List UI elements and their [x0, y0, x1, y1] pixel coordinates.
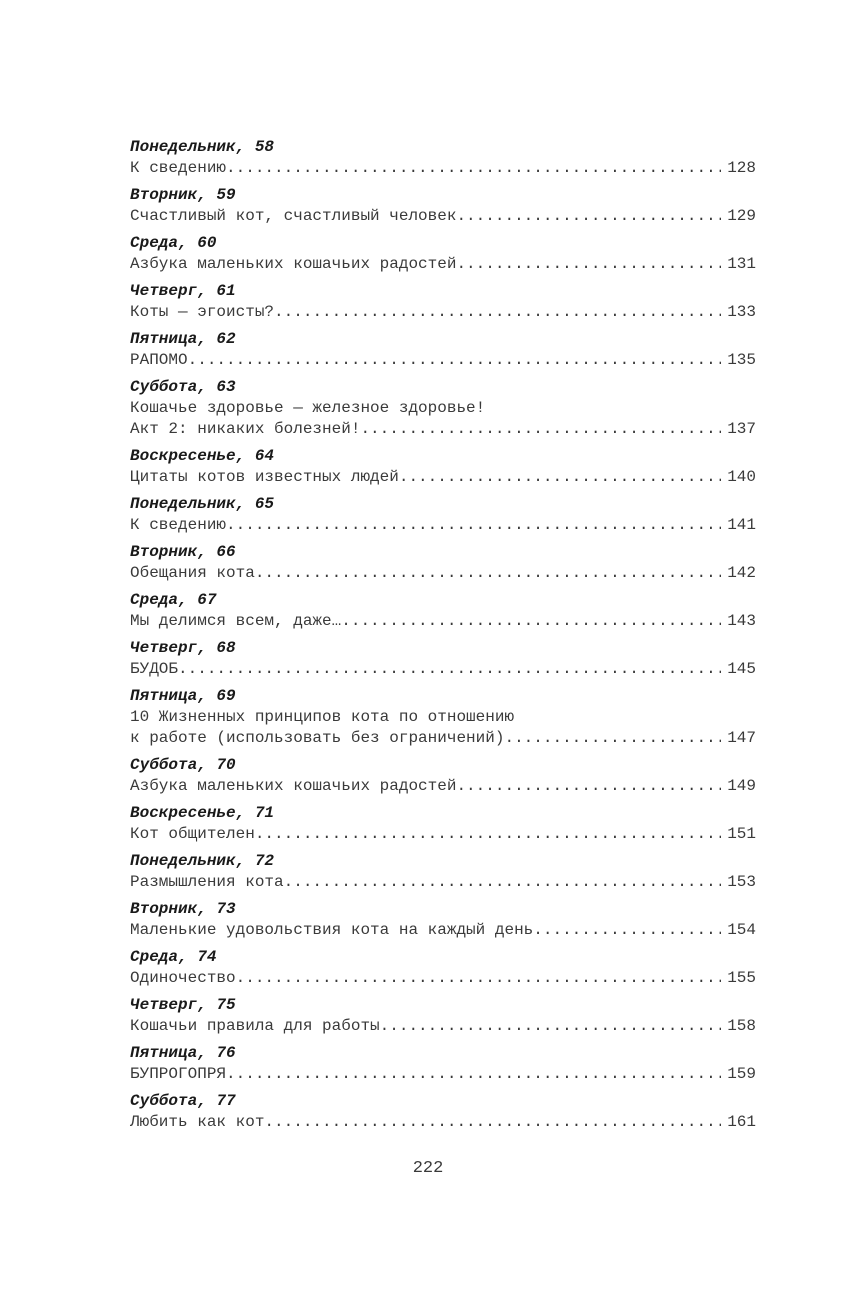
toc-entry-heading: Понедельник, 65 [130, 495, 275, 513]
dot-leader [255, 824, 721, 845]
toc-entry-title: Кот общителен [130, 825, 255, 843]
dot-leader [188, 350, 722, 371]
toc-entry-page: 161 [727, 1113, 756, 1131]
dot-leader [236, 968, 722, 989]
toc-entry [130, 638, 756, 680]
toc-entry [130, 1043, 756, 1085]
toc-entry-heading: Понедельник, 58 [130, 138, 275, 156]
toc-entry-line [130, 563, 756, 584]
toc-entry-title-line: Кошачье здоровье — железное здоровье! [130, 399, 486, 417]
toc-entry-line [130, 1064, 756, 1085]
toc-entry-title: Обещания кота [130, 564, 255, 582]
toc-entry-line [130, 776, 756, 797]
toc-entry-line [130, 611, 756, 632]
toc-entry-page: 140 [727, 468, 756, 486]
toc-entry-title: Счастливый кот, счастливый человек [130, 207, 457, 225]
toc-entry [130, 851, 756, 893]
toc-entry-heading: Четверг, 68 [130, 639, 236, 657]
toc-entry-heading: Пятница, 62 [130, 330, 236, 348]
toc-entry-page: 151 [727, 825, 756, 843]
toc-entry-title: Мы делимся всем, даже… [130, 612, 342, 630]
dot-leader [226, 158, 721, 179]
dot-leader [274, 302, 721, 323]
toc-entry-heading: Четверг, 61 [130, 282, 236, 300]
toc-entry-heading: Среда, 60 [130, 234, 217, 252]
toc-entry-title: Любить как кот [130, 1113, 265, 1131]
toc-entry-heading: Суббота, 77 [130, 1092, 236, 1110]
toc-entry-page: 145 [727, 660, 756, 678]
toc-entry-line [130, 467, 756, 488]
toc-entry [130, 281, 756, 323]
table-of-contents [130, 137, 756, 1133]
dot-leader [255, 563, 721, 584]
toc-entry [130, 542, 756, 584]
toc-entry-title: Азбука маленьких кошачьих радостей [130, 255, 457, 273]
toc-entry-page: 128 [727, 159, 756, 177]
dot-leader [178, 659, 721, 680]
toc-entry [130, 899, 756, 941]
toc-entry-line [130, 872, 756, 893]
toc-entry [130, 590, 756, 632]
toc-entry-heading: Вторник, 73 [130, 900, 236, 918]
toc-entry-title: К сведению [130, 159, 227, 177]
toc-entry-title: РАПОМО [130, 351, 188, 369]
toc-entry-heading: Суббота, 63 [130, 378, 236, 396]
dot-leader [533, 920, 721, 941]
toc-entry-page: 141 [727, 516, 756, 534]
toc-entry-heading: Среда, 67 [130, 591, 217, 609]
toc-entry-title: Размышления кота [130, 873, 284, 891]
toc-entry-page: 142 [727, 564, 756, 582]
toc-entry-line [130, 968, 756, 989]
toc-entry [130, 947, 756, 989]
toc-entry-page: 135 [727, 351, 756, 369]
dot-leader [226, 515, 721, 536]
toc-entry-heading: Среда, 74 [130, 948, 217, 966]
toc-entry-heading: Вторник, 66 [130, 543, 236, 561]
toc-entry-line [130, 302, 756, 323]
toc-entry-line [130, 254, 756, 275]
toc-entry [130, 377, 756, 440]
toc-entry-page: 147 [727, 729, 756, 747]
toc-entry [130, 494, 756, 536]
toc-entry-page: 149 [727, 777, 756, 795]
toc-entry-title: К сведению [130, 516, 227, 534]
toc-entry-title: Цитаты котов известных людей [130, 468, 399, 486]
dot-leader [284, 872, 722, 893]
toc-entry-heading: Вторник, 59 [130, 186, 236, 204]
toc-entry-line [130, 158, 756, 179]
toc-entry-page: 131 [727, 255, 756, 273]
toc-entry [130, 1091, 756, 1133]
toc-entry-line [130, 419, 756, 440]
toc-entry-page: 129 [727, 207, 756, 225]
toc-entry-heading: Воскресенье, 71 [130, 804, 275, 822]
toc-entry-line [130, 1112, 756, 1133]
toc-entry-title: БУДОБ [130, 660, 179, 678]
dot-leader [456, 206, 721, 227]
toc-entry-heading: Воскресенье, 64 [130, 447, 275, 465]
toc-entry [130, 329, 756, 371]
dot-leader [264, 1112, 721, 1133]
toc-entry-line [130, 824, 756, 845]
toc-entry-page: 153 [727, 873, 756, 891]
toc-entry-page: 143 [727, 612, 756, 630]
toc-entry-line [130, 728, 756, 749]
page-number: 222 [412, 1159, 444, 1178]
dot-leader [226, 1064, 721, 1085]
toc-entry-heading: Пятница, 76 [130, 1044, 236, 1062]
toc-entry-line [130, 920, 756, 941]
toc-entry-line [130, 1016, 756, 1037]
toc-entry-title: Коты — эгоисты? [130, 303, 275, 321]
toc-entry-title-line: 10 Жизненных принципов кота по отношению [130, 708, 515, 726]
toc-entry-page: 133 [727, 303, 756, 321]
toc-entry-line [130, 515, 756, 536]
toc-entry-page: 155 [727, 969, 756, 987]
toc-entry-title: Акт 2: никаких болезней! [130, 420, 361, 438]
toc-entry-line [130, 206, 756, 227]
toc-entry-heading: Понедельник, 72 [130, 852, 275, 870]
toc-entry-title: Кошачьи правила для работы [130, 1017, 380, 1035]
dot-leader [360, 419, 721, 440]
toc-entry [130, 233, 756, 275]
toc-entry-line [130, 659, 756, 680]
dot-leader [399, 467, 721, 488]
toc-entry-heading: Четверг, 75 [130, 996, 236, 1014]
toc-entry-page: 158 [727, 1017, 756, 1035]
toc-entry-title: Азбука маленьких кошачьих радостей [130, 777, 457, 795]
toc-entry [130, 137, 756, 179]
toc-entry-title: к работе (использовать без ограничений) [130, 729, 505, 747]
dot-leader [380, 1016, 722, 1037]
toc-entry [130, 185, 756, 227]
dot-leader [341, 611, 721, 632]
dot-leader [456, 776, 721, 797]
toc-entry [130, 803, 756, 845]
toc-entry-page: 137 [727, 420, 756, 438]
toc-entry [130, 755, 756, 797]
toc-entry-page: 159 [727, 1065, 756, 1083]
dot-leader [504, 728, 721, 749]
toc-entry-title: Одиночество [130, 969, 236, 987]
toc-entry-line [130, 350, 756, 371]
toc-entry-title: БУПРОГОПРЯ [130, 1065, 227, 1083]
toc-entry-page: 154 [727, 921, 756, 939]
toc-entry-heading: Суббота, 70 [130, 756, 236, 774]
toc-entry-heading: Пятница, 69 [130, 687, 236, 705]
dot-leader [456, 254, 721, 275]
toc-entry [130, 446, 756, 488]
toc-entry-title: Маленькие удовольствия кота на каждый день [130, 921, 534, 939]
toc-entry [130, 686, 756, 749]
toc-entry [130, 995, 756, 1037]
